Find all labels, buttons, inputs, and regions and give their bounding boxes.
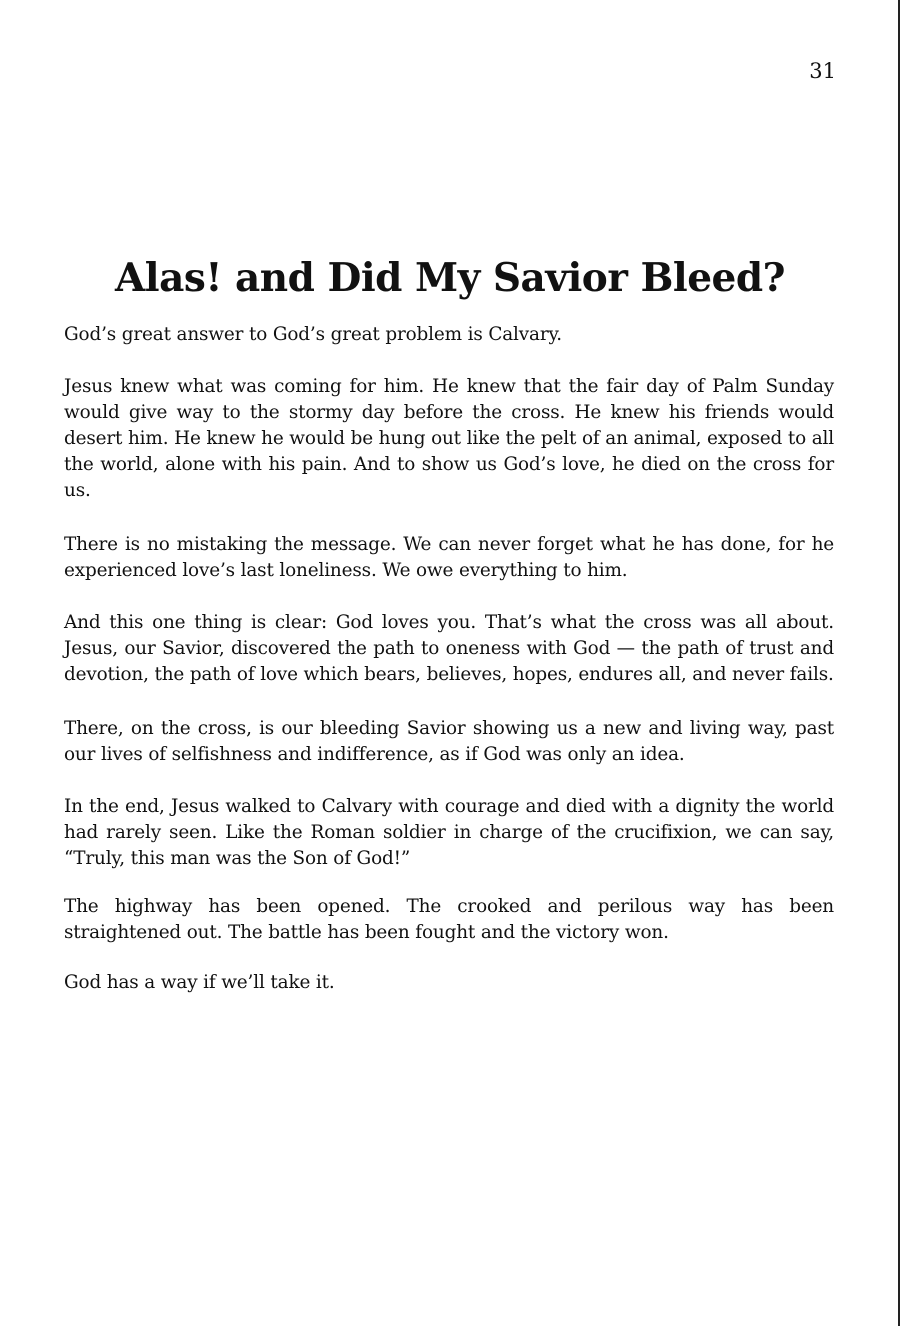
page-title: Alas! and Did My Savior Bleed? (115, 255, 785, 301)
paragraph: God’s great answer to God’s great problem is Calvary. (64, 324, 562, 345)
paragraph: God has a way if we’ll take it. (64, 972, 335, 993)
body-text (64, 322, 834, 1020)
paragraph: The highway has been opened. The crooked and perilous way has been straightened out. The battle has been fought and the victory won. (64, 896, 834, 943)
paragraph: There, on the cross, is our bleeding Savior showing us a new and living way, past our lives of selfishness and indifference, as if God was only an idea. (64, 718, 834, 765)
paragraph: Jesus knew what was coming for him. He knew that the fair day of Palm Sunday would give way to the stormy day before the cross. He knew his friends would desert him. He knew he would be hung out like the pelt of an animal, exposed to all the world, alone with his pain. And to show us God’s love, he died on the cross for us. (64, 376, 834, 501)
page-number: 31 (809, 59, 836, 83)
paragraph: And this one thing is clear: God loves you. That’s what the cross was all about. Jesus, our Savior, discovered the path to oneness with God — the path of trust and devotion, the path of love which bears, believes, hopes, endures all, and never fails. (64, 612, 834, 685)
paragraph: There is no mistaking the message. We can never forget what he has done, for he experienced love’s last loneliness. We owe everything to him. (64, 534, 834, 581)
paragraph: In the end, Jesus walked to Calvary with courage and died with a dignity the world had rarely seen. Like the Roman soldier in charge of the crucifixion, we can say, “Truly, this man was the Son of God!” (64, 796, 834, 869)
